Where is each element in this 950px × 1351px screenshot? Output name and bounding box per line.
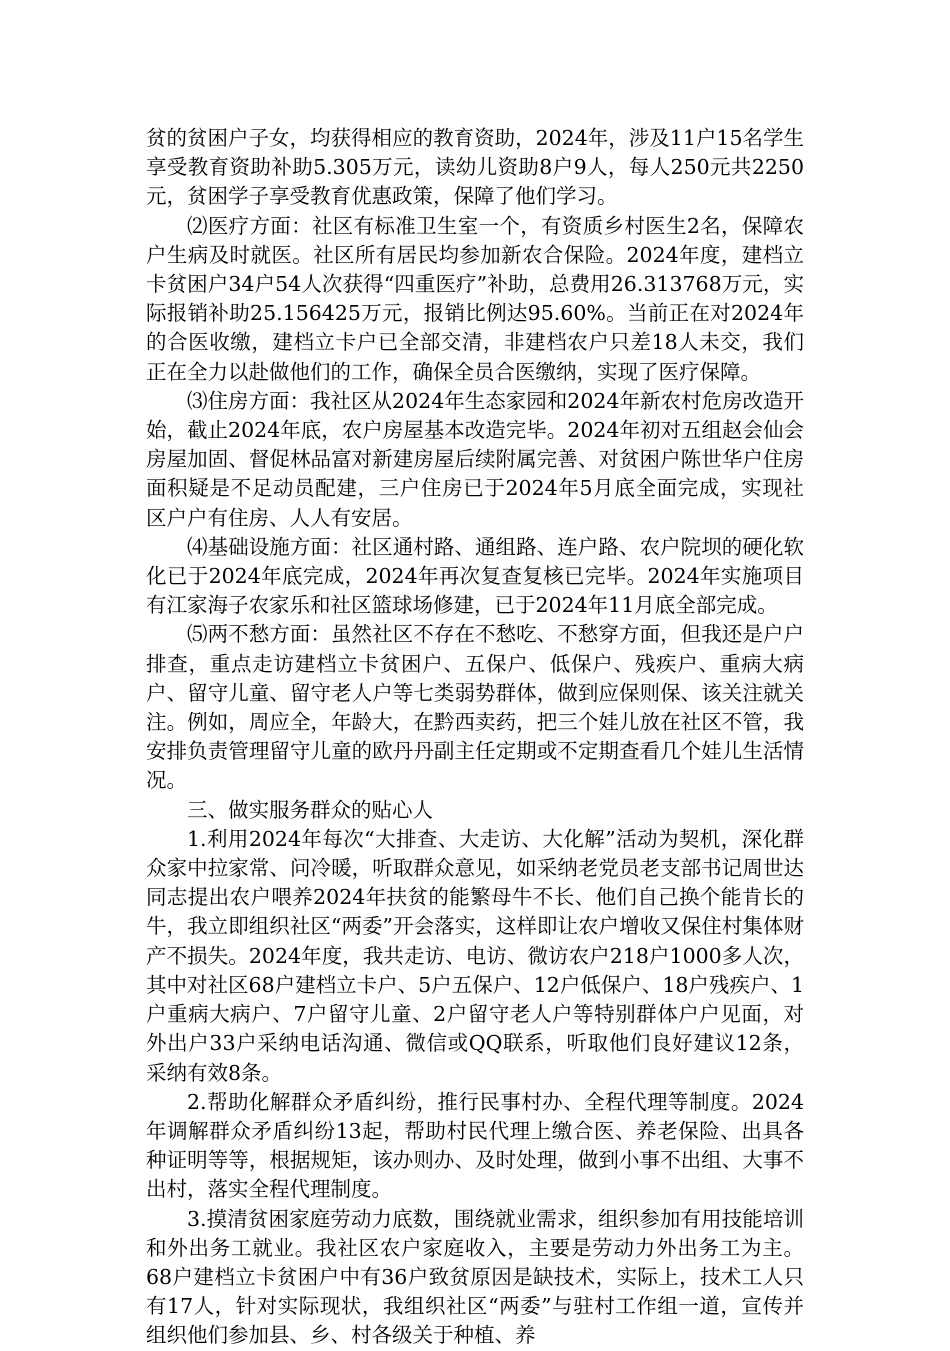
paragraph-item-3-employment: 3.摸清贫困家庭劳动力底数，围绕就业需求，组织参加有用技能培训和外出务工就业。我社区农户家庭收入，主要是劳动力外出务工为主。68户建档立卡贫困户中有36户致贫原因是缺技术，实际上，技术工人只有17人，针对实际现状，我组织社区“两委”与驻村工作组一道，宣传并组织他们参加县、乡、村各级关于种植、养 (146, 1206, 804, 1348)
paragraph-infrastructure: ⑷基础设施方面：社区通村路、通组路、连户路、农户院坝的硬化软化已于2024年底完成，2024年再次复查复核已完毕。2024年实施项目有江家海子农家乐和社区篮球场修建，已于2024年11月底全部完成。 (146, 534, 804, 618)
paragraph-housing: ⑶住房方面：我社区从2024年生态家园和2024年新农村危房改造开始，截止2024年底，农户房屋基本改造完毕。2024年初对五组赵会仙会房屋加固、督促林品富对新建房屋后续附属完善、对贫困户陈世华户住房面积疑是不足动员配建，三户住房已于2024年5月底全面完成，实现社区户户有住房、人人有安居。 (146, 388, 804, 530)
paragraph-item-2-disputes: 2.帮助化解群众矛盾纠纷，推行民事村办、全程代理等制度。2024年调解群众矛盾纠纷13起，帮助村民代理上缴合医、养老保险、出具各种证明等等，根据规矩，该办则办、及时处理，做到小事不出组、大事不出村，落实全程代理制度。 (146, 1089, 804, 1202)
paragraph-item-1-visits: 1.利用2024年每次“大排查、大走访、大化解”活动为契机，深化群众家中拉家常、问冷暖，听取群众意见，如采纳老党员老支部书记周世达同志提出农户喂养2024年扶贫的能繁母牛不长、他们自己换个能肯长的牛，我立即组织社区“两委”开会落实，这样即让农户增收又保住村集体财产不损失。2024年度，我共走访、电访、微访农户218户1000多人次，其中对社区68户建档立卡户、5户五保户、12户低保户、18户残疾户、1户重病大病户、7户留守儿童、2户留守老人户等特别群体户户见面，对外出户33户采纳电话沟通、微信或QQ联系，听取他们良好建议12条，采纳有效8条。 (146, 826, 804, 1085)
paragraph-two-no-worries: ⑸两不愁方面：虽然社区不存在不愁吃、不愁穿方面，但我还是户户排查，重点走访建档立卡贫困户、五保户、低保户、残疾户、重病大病户、留守儿童、留守老人户等七类弱势群体，做到应保则保、该关注就关注。例如，周应全，年龄大，在黔西卖药，把三个娃儿放在社区不管，我安排负责管理留守儿童的欧丹丹副主任定期或不定期查看几个娃儿生活情况。 (146, 622, 804, 793)
section-heading-service: 三、做实服务群众的贴心人 (187, 797, 433, 822)
paragraph-education-continued: 贫的贫困户子女，均获得相应的教育资助，2024年，涉及11户15名学生享受教育资助补助5.305万元，读幼儿资助8户9人，每人250元共2250元，贫困学子享受教育优惠政策，保障了他们学习。 (146, 126, 804, 209)
paragraph-medical: ⑵医疗方面：社区有标准卫生室一个，有资质乡村医生2名，保障农户生病及时就医。社区所有居民均参加新农合保险。2024年度，建档立卡贫困户34户54人次获得“四重医疗”补助，总费用26.313768万元，实际报销补助25.156425万元，报销比例达95.60%。当前正在对2024年的合医收缴，建档立卡户已全部交清，非建档农户只差18人未交，我们正在全力以赴做他们的工作，确保全员合医缴纳，实现了医疗保障。 (146, 213, 804, 384)
document-page (146, 124, 804, 1351)
